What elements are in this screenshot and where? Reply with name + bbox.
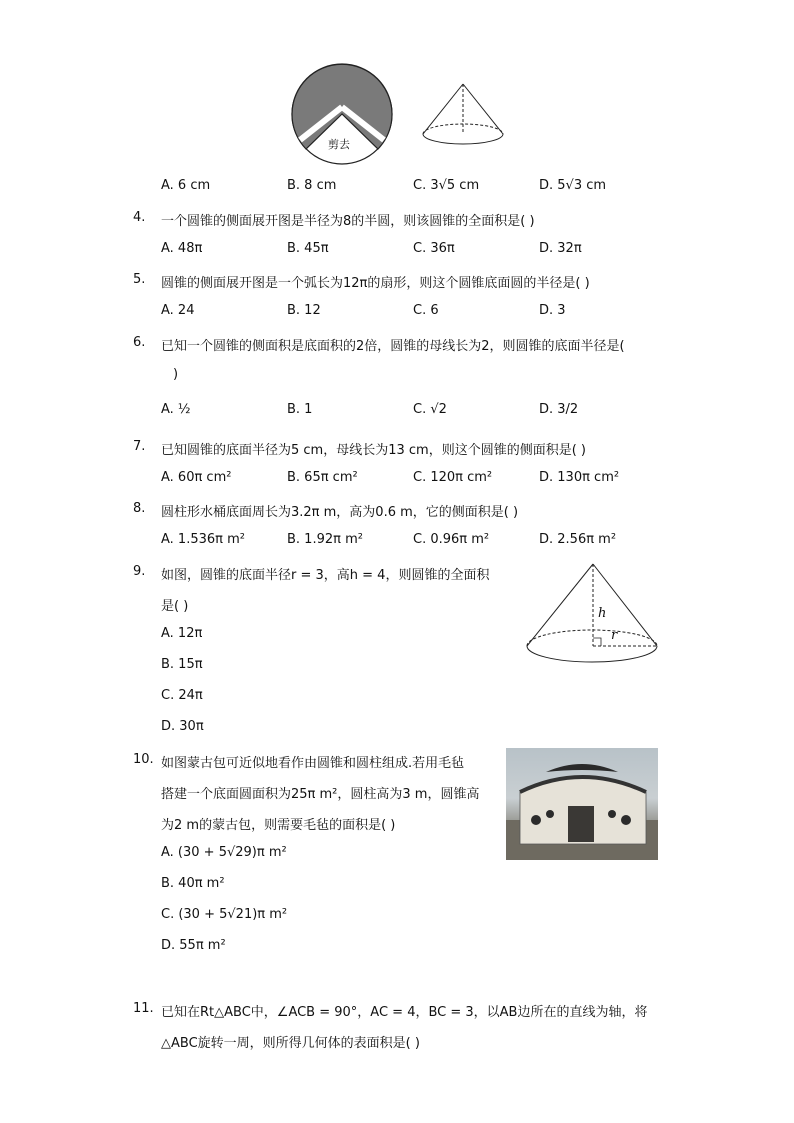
question-stem-line2: 搭建一个底面圆面积为25π m²，圆柱高为3 m，圆锥高	[161, 787, 480, 802]
question-number: 9.	[133, 564, 146, 579]
question-stem: 圆锥的侧面展开图是一个弧长为12π的扇形，则这个圆锥底面圆的半径是( )	[161, 276, 590, 291]
question-stem: 已知在Rt△ABC中，∠ACB = 90°，AC = 4，BC = 3，以AB边所在的直线为轴，将	[161, 1005, 648, 1020]
sector-cut-figure	[288, 62, 398, 176]
question-stem-line3: 为2 m的蒙古包，则需要毛毡的面积是( )	[161, 818, 396, 833]
question-stem-continuation: )	[173, 367, 179, 382]
q8-option-b[interactable]: B. 1.92π m²	[287, 532, 363, 547]
q8-option-a[interactable]: A. 1.536π m²	[161, 532, 245, 547]
q10-option-c[interactable]: C. (30 + 5√21)π m²	[161, 907, 288, 922]
q8-option-c[interactable]: C. 0.96π m²	[413, 532, 490, 547]
question-stem-continuation: 是( )	[161, 599, 189, 614]
q3-option-a[interactable]: A. 6 cm	[161, 178, 211, 193]
q7-option-a[interactable]: A. 60π cm²	[161, 470, 232, 485]
q5-option-b[interactable]: B. 12	[287, 303, 321, 318]
q8-option-d[interactable]: D. 2.56π m²	[539, 532, 617, 547]
q3-option-c[interactable]: C. 3√5 cm	[413, 178, 480, 193]
q4-option-b[interactable]: B. 45π	[287, 241, 329, 256]
yurt-photo	[506, 748, 658, 860]
question-stem: 已知圆锥的底面半径为5 cm，母线长为13 cm，则这个圆锥的侧面积是( )	[161, 443, 586, 458]
q5-option-c[interactable]: C. 6	[413, 303, 439, 318]
q6-option-a[interactable]: A. ½	[161, 402, 191, 417]
q10-option-a[interactable]: A. (30 + 5√29)π m²	[161, 845, 287, 860]
r-label: r	[611, 628, 618, 643]
q6-option-d[interactable]: D. 3/2	[539, 402, 579, 417]
h-label: h	[598, 606, 607, 621]
cut-label: 剪去	[328, 138, 350, 151]
question-number: 10.	[133, 752, 154, 767]
q4-option-a[interactable]: A. 48π	[161, 241, 203, 256]
q5-option-d[interactable]: D. 3	[539, 303, 566, 318]
q9-option-b[interactable]: B. 15π	[161, 657, 203, 672]
question-number: 5.	[133, 272, 146, 287]
question-stem: 如图，圆锥的底面半径r = 3，高h = 4，则圆锥的全面积	[161, 568, 490, 583]
question-number: 7.	[133, 439, 146, 454]
question-stem: 如图蒙古包可近似地看作由圆锥和圆柱组成.若用毛毡	[161, 756, 465, 771]
q6-option-b[interactable]: B. 1	[287, 402, 313, 417]
q10-option-d[interactable]: D. 55π m²	[161, 938, 226, 953]
q3-option-b[interactable]: B. 8 cm	[287, 178, 337, 193]
q10-option-b[interactable]: B. 40π m²	[161, 876, 225, 891]
question-number: 11.	[133, 1001, 154, 1016]
q7-option-d[interactable]: D. 130π cm²	[539, 470, 620, 485]
q5-option-a[interactable]: A. 24	[161, 303, 195, 318]
question-stem: 圆柱形水桶底面周长为3.2π m，高为0.6 m，它的侧面积是( )	[161, 505, 519, 520]
question-stem: 一个圆锥的侧面展开图是半径为8的半圆，则该圆锥的全面积是( )	[161, 214, 535, 229]
q9-option-c[interactable]: C. 24π	[161, 688, 203, 703]
q4-option-d[interactable]: D. 32π	[539, 241, 582, 256]
question-number: 8.	[133, 501, 146, 516]
cone-figure-top	[420, 82, 506, 148]
q9-option-d[interactable]: D. 30π	[161, 719, 204, 734]
cone-figure-q9	[522, 560, 662, 670]
q7-option-c[interactable]: C. 120π cm²	[413, 470, 493, 485]
q9-option-a[interactable]: A. 12π	[161, 626, 203, 641]
q6-option-c[interactable]: C. √2	[413, 402, 447, 417]
question-stem: 已知一个圆锥的侧面积是底面积的2倍，圆锥的母线长为2，则圆锥的底面半径是(	[161, 339, 625, 354]
question-stem-continuation: △ABC旋转一周，则所得几何体的表面积是( )	[161, 1036, 420, 1051]
q7-option-b[interactable]: B. 65π cm²	[287, 470, 358, 485]
question-number: 6.	[133, 335, 146, 350]
q4-option-c[interactable]: C. 36π	[413, 241, 455, 256]
q3-option-d[interactable]: D. 5√3 cm	[539, 178, 607, 193]
question-number: 4.	[133, 210, 146, 225]
